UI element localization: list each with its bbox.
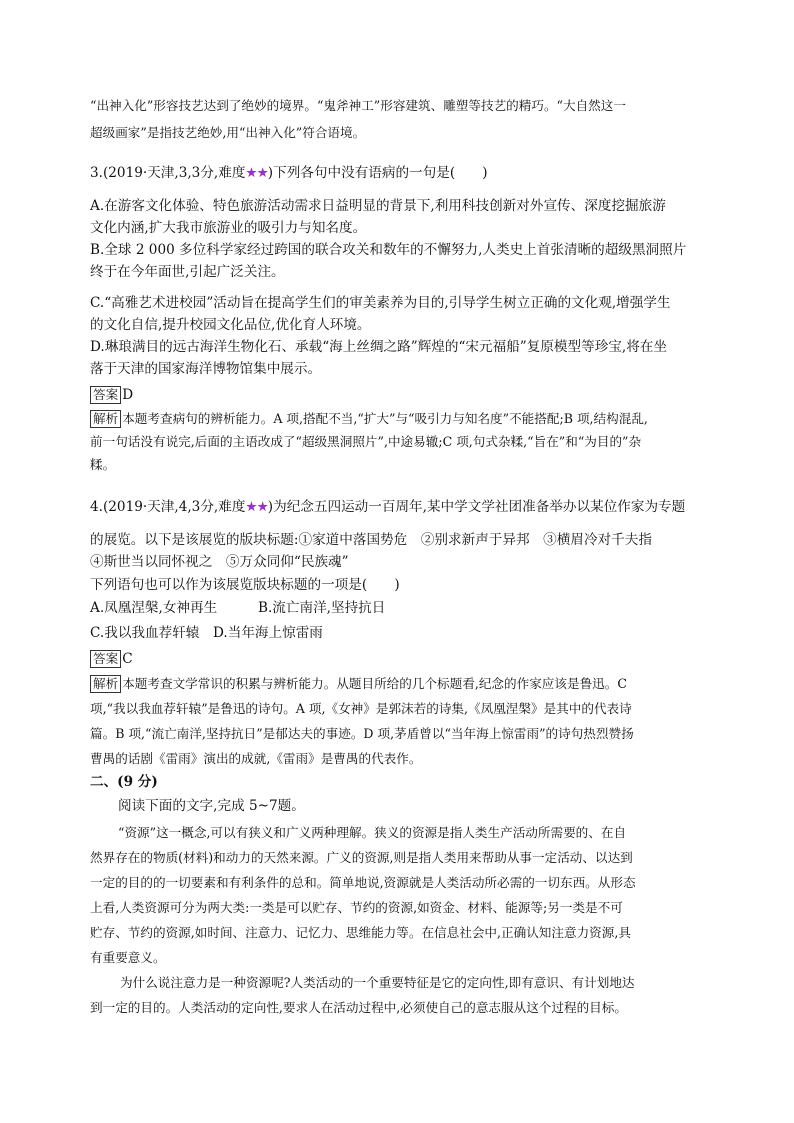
question-4-line: 的展览。以下是该展览的版块标题:①家道中落国势危 ②别求新声于异邦 ③横眉冷对千夫指 (90, 532, 652, 548)
passage-line: 贮存、节约的资源,如时间、注意力、记忆力、思维能力等。在信息社会中,正确认知注意力资源,具 (90, 925, 631, 940)
question-3-option-line: D.琳琅满目的远古海洋生物化石、承载“海上丝绸之路”辉煌的“宋元福船”复原模型等珍宝,将在坐 (90, 339, 668, 355)
passage-line: 上看,人类资源可分为两大类:一类是可以贮存、节约的资源,如资金、材料、能源等;另一类是不可 (90, 900, 623, 915)
question-4-source: 4.(2019·天津,4,3分,难度 (90, 499, 246, 515)
question-4-analysis-line: 篇。B 项,“流亡南洋,坚持抗日”是郁达夫的事迹。D 项,茅盾曾以“当年海上惊雷雨”的诗句热烈赞扬 (90, 726, 634, 741)
difficulty-stars-icon: ★★ (245, 499, 268, 515)
analysis-tag: 解析 (90, 675, 121, 693)
question-3-option-line: C.“高雅艺术进校园”活动旨在提高学生们的审美素养为目的,引导学生树立正确的文化观,增强学生 (90, 295, 671, 311)
question-3-option-line: 落于天津的国家海洋博物馆集中展示。 (90, 361, 322, 377)
passage-line: 有重要意义。 (90, 950, 166, 965)
difficulty-stars-icon: ★★ (245, 165, 268, 181)
question-3-source: 3.(2019·天津,3,3分,难度 (90, 165, 246, 181)
question-3-option-line: A.在游客文化体验、特色旅游活动需求日益明显的背景下,利用科技创新对外宣传、深度挖掘旅游 (90, 198, 666, 214)
question-4-analysis-line (90, 674, 627, 694)
passage-line: 为什么说注意力是一种资源呢?人类活动的一个重要特征是它的定向性,即有意识、有计划地达 (120, 975, 635, 990)
question-3-option-line: 终于在今年面世,引起广泛关注。 (90, 264, 285, 280)
analysis-tag: 解析 (90, 410, 121, 428)
passage-line: 一定的目的的一切要素和有利条件的总和。简单地说,资源就是人类活动所必需的一切东西。从形态 (90, 875, 636, 890)
section-instruction: 阅读下面的文字,完成 5~7题。 (118, 798, 305, 814)
answer-value: C (122, 651, 133, 667)
answer-tag: 答案 (90, 386, 121, 404)
question-3-prompt: )下列各句中没有语病的一句是( ) (267, 165, 488, 181)
question-3-analysis-line (90, 409, 648, 429)
passage-line: “资源”这一概念,可以有狭义和广义两种理解。狭义的资源是指人类生产活动所需要的、在自 (118, 825, 627, 840)
question-4-option-line: A.凤凰涅槃,女神再生 B.流亡南洋,坚持抗日 (90, 600, 386, 616)
intro-line: “出神入化”形容技艺达到了绝妙的境界。“鬼斧神工”形容建筑、雕塑等技艺的精巧。“大自然这一 (90, 98, 626, 113)
question-4-line: 下列语句也可以作为该展览版块标题的一项是( ) (90, 577, 400, 593)
question-4-heading (90, 497, 685, 517)
intro-line: 超级画家”是指技艺绝妙,用“出神入化”符合语境。 (90, 125, 366, 140)
question-3-option-line: 的文化自信,提升校园文化品位,优化育人环境。 (90, 317, 371, 333)
question-4-analysis-line: 项,“我以我血荐轩辕”是鲁迅的诗句。A 项,《女神》是郭沫若的诗集,《凤凰涅槃》是其中的代表诗 (90, 701, 632, 716)
question-4-option-line: C.我以我血荐轩辕 D.当年海上惊雷雨 (90, 625, 323, 641)
analysis-text: 本题考查文学常识的积累与辨析能力。从题目所给的几个标题看,纪念的作家应该是鲁迅。C (122, 676, 627, 691)
question-3-option-line: B.全球 2 000 多位科学家经过跨国的联合攻关和数年的不懈努力,人类史上首张清晰的超级黑洞照片 (90, 242, 687, 258)
question-4-line: ④斯世当以同怀视之 ⑤万众同仰“民族魂” (90, 554, 349, 570)
question-3-analysis-line: 糅。 (90, 457, 116, 472)
question-3-answer (90, 385, 133, 405)
question-4-prompt: )为纪念五四运动一百周年,某中学文学社团准备举办以某位作家为专题 (267, 499, 686, 515)
answer-value: D (122, 387, 134, 403)
passage-line: 然界存在的物质(材料)和动力的天然来源。广义的资源,则是指人类用来帮助从事一定活动、以达到 (90, 850, 633, 865)
question-3-analysis-line: 前一句话没有说完,后面的主语改成了“超级黑洞照片”,中途易辙;C 项,句式杂糅,“旨在”和“为目的”杂 (90, 434, 642, 449)
question-4-answer (90, 649, 133, 669)
question-3-heading (90, 163, 488, 183)
passage-line: 到一定的目的。人类活动的定向性,要求人在活动过程中,必须使自己的意志服从这个过程的目标。 (90, 1000, 627, 1015)
question-4-analysis-line: 曹禺的话剧《雷雨》演出的成就,《雷雨》是曹禺的代表作。 (90, 751, 422, 766)
question-3-option-line: 文化内涵,扩大我市旅游业的吸引力与知名度。 (90, 220, 367, 236)
analysis-text: 本题考查病句的辨析能力。A 项,搭配不当,“扩大”与“吸引力与知名度”不能搭配;B 项,结构混乱, (122, 411, 648, 426)
answer-tag: 答案 (90, 650, 121, 668)
section-title: 二、(9 分) (90, 774, 158, 790)
